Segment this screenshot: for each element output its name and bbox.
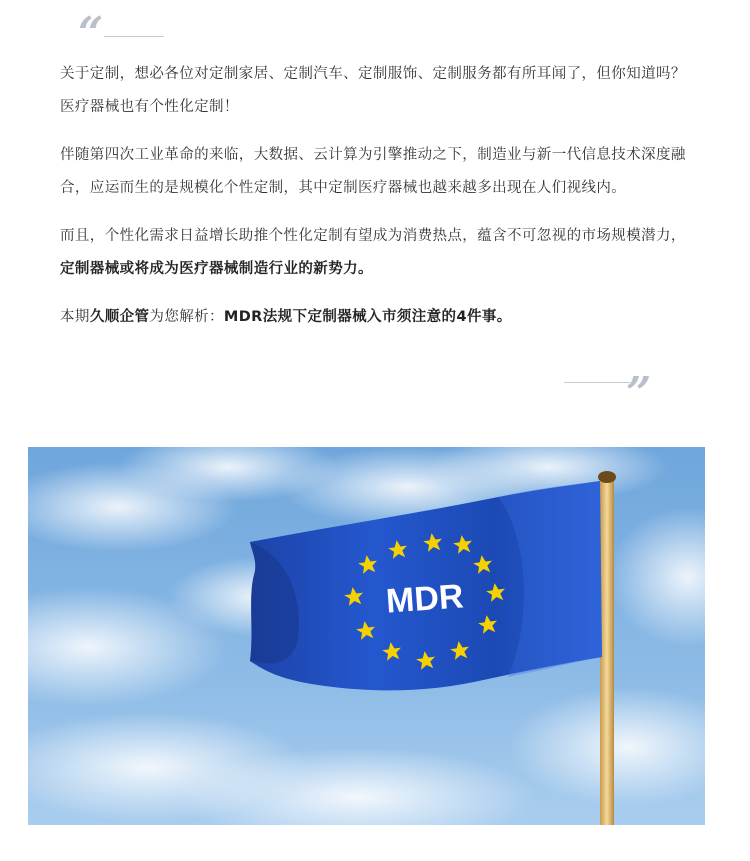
topic-paragraph	[60, 301, 690, 334]
pole-cap	[598, 471, 616, 483]
topic-lead: 本期	[60, 309, 90, 325]
quote-divider-bottom	[564, 382, 630, 383]
close-quote-icon: ”	[626, 368, 646, 419]
trend-highlight: 定制器械或将成为医疗器械制造行业的新势力。	[60, 261, 373, 277]
open-quote-icon: “	[78, 8, 98, 59]
trend-paragraph	[60, 220, 690, 286]
trend-text: 而且，个性化需求日益增长助推个性化定制有望成为消费热点，蕴含不可忽视的市场规模潜力，	[60, 228, 686, 244]
flag-pole	[600, 477, 614, 825]
intro-paragraph: 关于定制，想必各位对定制家居、定制汽车、定制服饰、定制服务都有所耳闻了，但你知道吗？医疗器械也有个性化定制！	[60, 66, 686, 115]
flag-label: MDR	[384, 577, 465, 621]
eu-flag-image	[28, 447, 705, 825]
topic-mid: 为您解析：	[149, 309, 224, 325]
quote-divider-top	[104, 36, 164, 37]
topic-highlight: MDR法规下定制器械入市须注意的4件事。	[223, 309, 512, 325]
article-body	[60, 58, 690, 349]
background-paragraph: 伴随第四次工业革命的来临，大数据、云计算为引擎推动之下，制造业与新一代信息技术深度融合，应运而生的是规模化个性定制，其中定制医疗器械也越来越多出现在人们视线内。	[60, 147, 686, 196]
brand-name: 久顺企管	[89, 309, 150, 325]
